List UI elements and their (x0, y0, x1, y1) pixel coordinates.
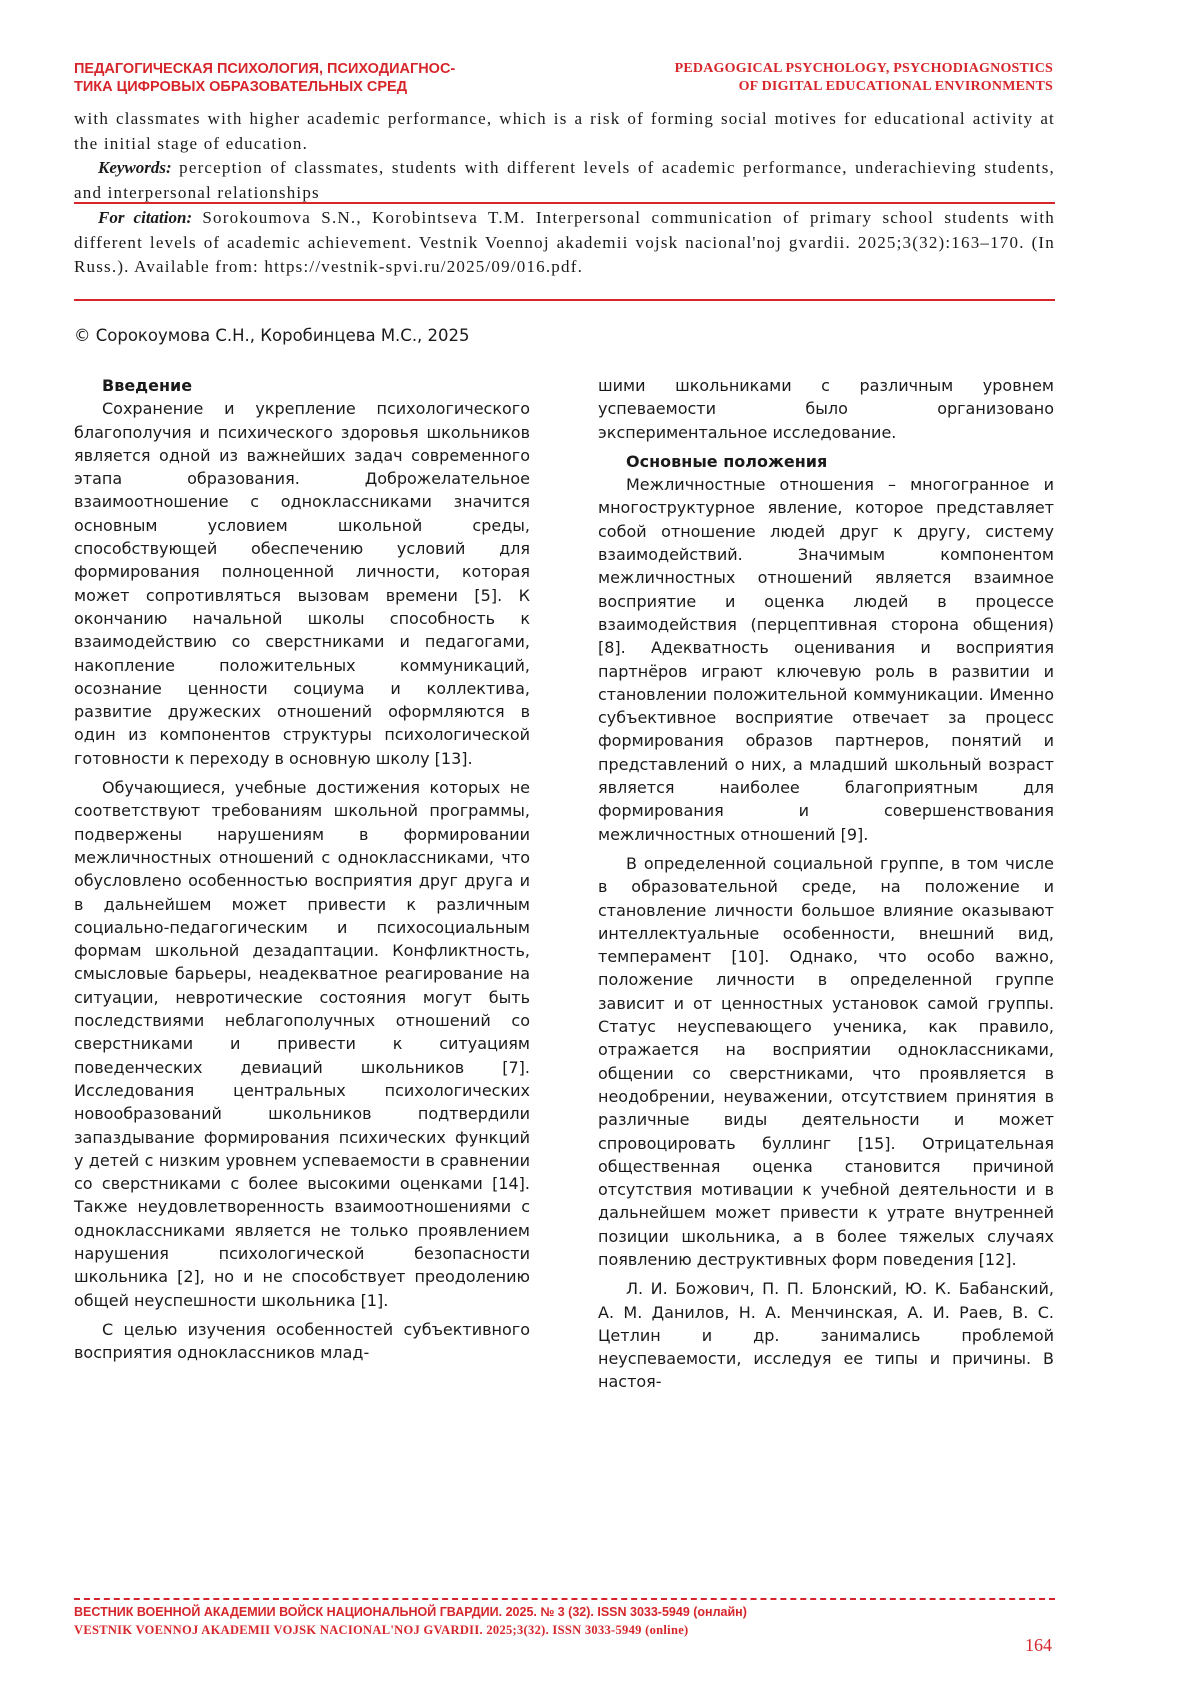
running-header-en (553, 60, 1053, 96)
citation (74, 206, 1055, 280)
copyright-line: © Сорокоумова С.Н., Коробинцева М.С., 2025 (74, 326, 470, 345)
right-paragraph-continued: шими школьниками с различным уровнем успеваемости было организовано экспериментальное исследование. (598, 376, 1054, 442)
running-header-ru-line2: ТИКА ЦИФРОВЫХ ОБРАЗОВАТЕЛЬНЫХ СРЕД (74, 79, 408, 95)
abstract-tail: with classmates with higher academic performance, which is a risk of forming social motives for educational activity at the initial stage of education. (74, 109, 1055, 153)
left-paragraph-1: Сохранение и укрепление психологического благополучия и психического здоровья школьников является одной из важнейших задач современного этапа образования. Доброжелательное взаимоотношение с одноклассниками значится основным условием школьной среды, способствующей обеспечению условий для формирования полноценной личности, которая может сопротивляться вызовам времени [5]. К окончанию начальной школы способность к взаимодействию со сверстниками и педагогами, накопление положительных коммуникаций, осознание ценности социума и коллектива, развитие дружеских отношений оформляются в один из компонентов структуры психологической готовности к переходу в основную школу [13]. (74, 399, 530, 768)
right-paragraph-1: Межличностные отношения – многогранное и многоструктурное явление, которое представляет собой отношение людей друг к другу, систему взаимодействий. Значимым компонентом межличностных отношений является взаимное восприятие и оценка людей в процессе взаимодействия (перцептивная сторона общения) [8]. Адекватность оценивания и восприятия партнёров играют ключевую роль в развитии и становлении положительной коммуникации. Именно субъективное восприятие отвечает за процесс формирования образов партнеров, понятий и представлений о них, а младший школьный возраст является наиболее благоприятным для формирования и совершенствования межличностных отношений [9]. (598, 475, 1054, 844)
citation-label: For citation: (98, 208, 193, 227)
keywords (74, 156, 1055, 205)
section-heading-intro: Введение (102, 376, 193, 395)
right-paragraph-3: Л. И. Божович, П. П. Блонский, Ю. К. Бабанский, А. М. Данилов, Н. А. Менчинская, А. И. Раев, В. С. Цетлин и др. занимались проблемой неуспеваемости, исследуя ее типы и причины. В настоя- (598, 1279, 1054, 1392)
running-header-en-line1: PEDAGOGICAL PSYCHOLOGY, PSYCHODIAGNOSTICS (674, 61, 1053, 76)
section-heading-main: Основные положения (626, 451, 828, 471)
running-header-ru-line1: ПЕДАГОГИЧЕСКАЯ ПСИХОЛОГИЯ, ПСИХОДИАГНОС- (74, 61, 456, 77)
keywords-text: perception of classmates, students with different levels of academic performance, underachieving students, and interpersonal relationships (74, 158, 1055, 202)
running-header-en-line2: OF DIGITAL EDUCATIONAL ENVIRONMENTS (738, 79, 1053, 94)
citation-text: Sorokoumova S.N., Korobintseva T.M. Interpersonal communication of primary school students with different levels of academic achievement. Vestnik Voennoj akademii vojsk nacional'noj gvardii. 2025;3(32):163–170. (In Russ.). Available from: https://vestnik-spvi.ru/2025/09/016.pdf. (74, 208, 1055, 276)
right-column (598, 374, 1054, 1400)
keywords-label: Keywords: (98, 158, 172, 177)
footer-journal-ru: ВЕСТНИК ВОЕННОЙ АКАДЕМИИ ВОЙСК НАЦИОНАЛЬНОЙ ГВАРДИИ. 2025. № 3 (32). ISSN 3033-5949 (онлайн) (74, 1605, 747, 1619)
page-number: 164 (1025, 1635, 1052, 1655)
footer-divider (74, 1598, 1055, 1600)
left-column (74, 374, 530, 1370)
abstract-divider-bottom (74, 299, 1055, 301)
right-paragraph-2: В определенной социальной группе, в том числе в образовательной среде, на положение и становление личности большое влияние оказывают интеллектуальные особенности, внешний вид, темперамент [10]. Однако, что особо важно, положение личности в определенной группе зависит и от ценностных установок самой группы. Статус неуспевающего ученика, как правило, отражается на восприятии одноклассниками, общении со сверстниками, что проявляется в неодобрении, неуважении, отсутствием принятия в различные виды деятельности и может спровоцировать буллинг [15]. Отрицательная общественная оценка становится причиной отсутствия мотивации к учебной деятельности и в дальнейшем может привести к утрате внутренней позиции школьника, а в более тяжелых случаях появлению деструктивных форм поведения [12]. (598, 853, 1054, 1269)
left-paragraph-2: Обучающиеся, учебные достижения которых не соответствуют требованиям школьной программы, подвержены нарушениям в формировании межличностных отношений с одноклассниками, что обусловлено особенностью восприятия друг друга и в дальнейшем может привести к различным социально-педагогическим и психосоциальным формам школьной дезадаптации. Конфликтность, смысловые барьеры, неадекватное реагирование на ситуации, невротические состояния могут быть последствиями неблагополучных отношений со сверстниками и привести к ситуациям поведенческих девиаций школьников [7]. Исследования центральных психологических новообразований школьников подтвердили запаздывание формирования психических функций у детей с низким уровнем успеваемости в сравнении со сверстниками с более высокими оценками [14]. Также неудовлетворенность взаимоотношениями с одноклассниками является не только проявлением нарушения психологической безопасности школьника [2], но и не способствует преодолению общей неуспешности школьника [1]. (74, 778, 530, 1310)
footer-journal-en: VESTNIK VOENNOJ AKADEMII VOJSK NACIONAL'NOJ GVARDII. 2025;3(32). ISSN 3033-5949 (online) (74, 1623, 689, 1637)
abstract-divider-top (74, 202, 1055, 204)
left-paragraph-3: С целью изучения особенностей субъективного восприятия одноклассников млад- (74, 1319, 530, 1363)
running-header-ru (74, 60, 544, 96)
